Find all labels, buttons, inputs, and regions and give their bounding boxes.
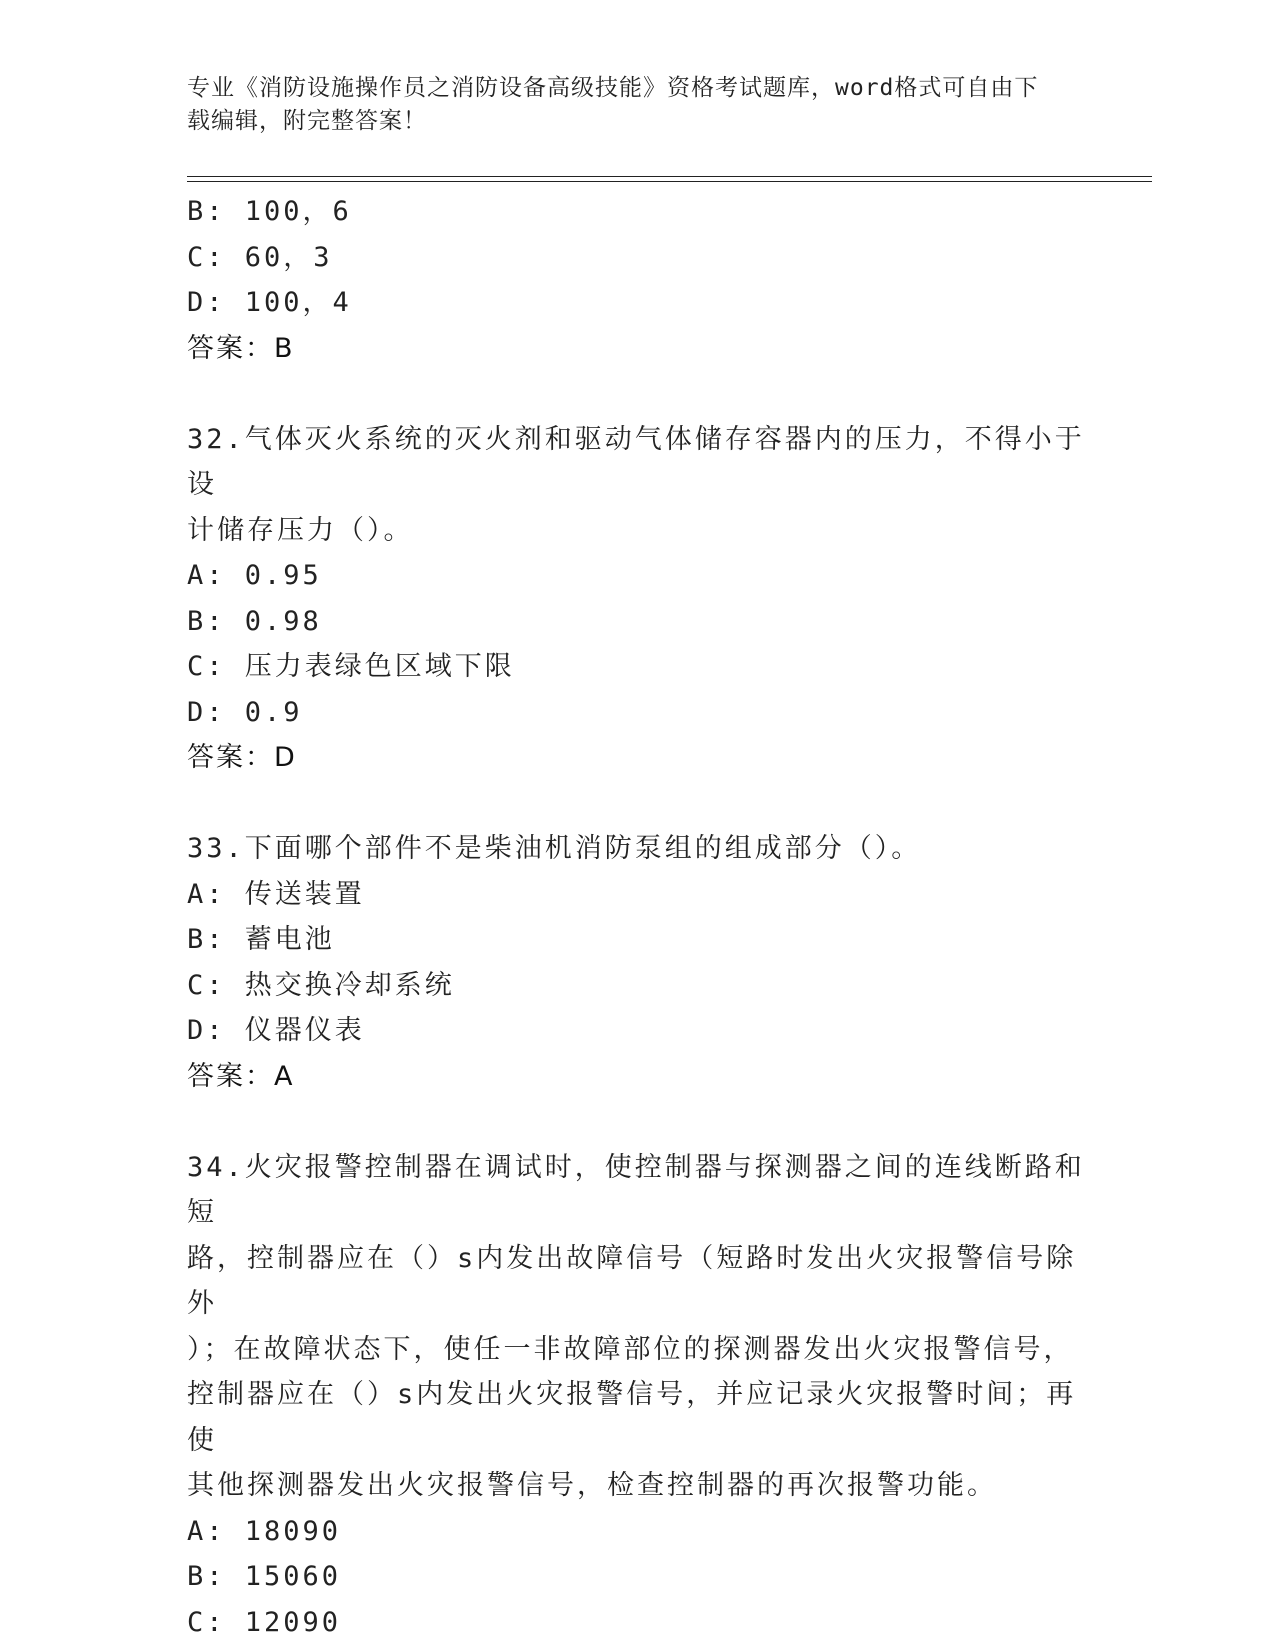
header-divider-bottom (187, 181, 1152, 182)
option-d: D: 仪器仪表 (187, 1015, 365, 1046)
question-31-tail (187, 189, 1087, 371)
spacer (187, 781, 1087, 827)
header-line-1: 专业《消防设施操作员之消防设备高级技能》资格考试题库，word格式可自由下 (187, 75, 1039, 101)
header-divider-top (187, 176, 1152, 177)
option-c: C: 热交换冷却系统 (187, 969, 455, 1001)
spacer (187, 1099, 1087, 1145)
page-header (187, 72, 1067, 138)
question-text-line: 34.火灾报警控制器在调试时，使控制器与探测器之间的连线断路和短 (187, 1151, 1085, 1228)
question-text-line: ）；在故障状态下，使任一非故障部位的探测器发出火灾报警信号， (187, 1333, 1074, 1365)
option-d: D: 100，4 (187, 287, 352, 318)
question-text-line: 其他探测器发出火灾报警信号，检查控制器的再次报警功能。 (187, 1470, 997, 1501)
option-b: B: 100，6 (187, 196, 352, 227)
answer-line: 答案：D (187, 742, 297, 773)
question-content (187, 189, 1087, 1645)
option-d: D: 0.9 (187, 696, 303, 728)
question-32 (187, 417, 1087, 781)
option-a: A: 0.95 (187, 560, 322, 591)
answer-line: 答案：B (187, 332, 295, 364)
question-text-line: 路，控制器应在（）s内发出故障信号（短路时发出火灾报警信号除外 (187, 1242, 1077, 1319)
option-c: C: 12090 (187, 1606, 342, 1638)
option-b: B: 15060 (187, 1561, 342, 1592)
question-text-line: 32.气体灭火系统的灭火剂和驱动气体储存容器内的压力，不得小于设 (187, 423, 1085, 500)
option-c: C: 压力表绿色区域下限 (187, 651, 515, 682)
question-33 (187, 826, 1087, 1099)
option-c: C: 60，3 (187, 241, 333, 273)
header-line-2: 载编辑，附完整答案！ (187, 108, 427, 134)
question-34 (187, 1145, 1087, 1646)
option-b: B: 蓄电池 (187, 924, 335, 955)
option-a: A: 18090 (187, 1515, 342, 1547)
question-text-line: 计储存压力（）。 (187, 514, 414, 546)
question-text-line: 33.下面哪个部件不是柴油机消防泵组的组成部分（）。 (187, 833, 922, 864)
spacer (187, 371, 1087, 417)
option-b: B: 0.98 (187, 605, 322, 637)
answer-line: 答案：A (187, 1060, 295, 1092)
option-a: A: 传送装置 (187, 878, 365, 910)
question-text-line: 控制器应在（）s内发出火灾报警信号，并应记录火灾报警时间；再使 (187, 1379, 1077, 1456)
